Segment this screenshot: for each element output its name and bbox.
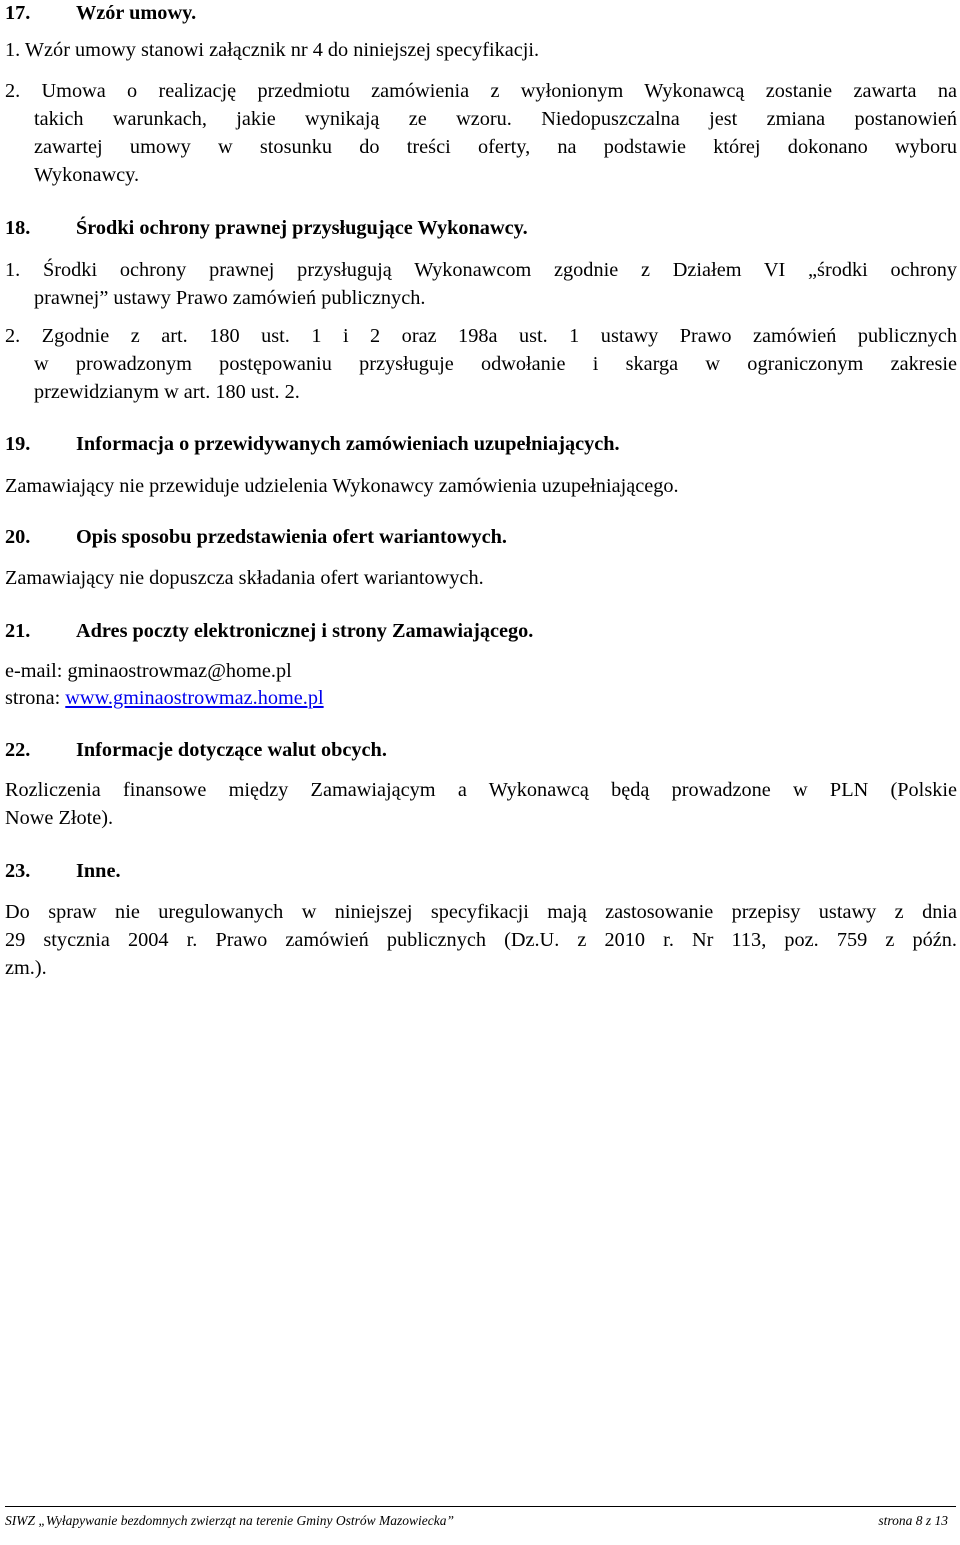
website-line [5, 684, 324, 712]
paragraph-line: przewidzianym w art. 180 ust. 2. [34, 381, 300, 403]
paragraph-line: Do spraw nie uregulowanych w niniejszej specyfikacji mają zastosowanie przepisy ustawy z dnia [5, 901, 957, 923]
paragraph-line: 2. Umowa o realizację przedmiotu zamówienia z wyłonionym Wykonawcą zostanie zawarta na [5, 80, 957, 102]
paragraph-line: Nowe Złote). [5, 807, 114, 829]
paragraph-line: zawartej umowy w stosunku do treści oferty, na podstawie której dokonano wyboru [34, 136, 957, 158]
paragraph-line: 1. Wzór umowy stanowi załącznik nr 4 do niniejszej specyfikacji. [5, 39, 540, 61]
section-number: 17. [5, 2, 31, 24]
footer-divider [5, 1506, 956, 1507]
paragraph-line: w prowadzonym postępowaniu przysługuje odwołanie i skarga w ograniczonym zakresie [34, 353, 957, 375]
paragraph-line: zm.). [5, 957, 47, 979]
email-line: e-mail: gminaostrowmaz@home.pl [5, 660, 292, 682]
section-title: Informacja o przewidywanych zamówieniach uzupełniających. [76, 433, 620, 455]
website-label: strona: [5, 687, 66, 709]
section-title: Adres poczty elektronicznej i strony Zamawiającego. [76, 620, 534, 642]
paragraph-line: 29 stycznia 2004 r. Prawo zamówień publicznych (Dz.U. z 2010 r. Nr 113, poz. 759 z późn. [5, 929, 957, 951]
paragraph-line: Rozliczenia finansowe między Zamawiającym a Wykonawcą będą prowadzone w PLN (Polskie [5, 779, 957, 801]
paragraph-line: Zamawiający nie dopuszcza składania ofert wariantowych. [5, 567, 484, 589]
section-number: 23. [5, 860, 31, 882]
section-number: 21. [5, 620, 31, 642]
paragraph-line: Zamawiający nie przewiduje udzielenia Wykonawcy zamówienia uzupełniającego. [5, 475, 679, 497]
section-title: Opis sposobu przedstawienia ofert wariantowych. [76, 526, 507, 548]
footer-page-number: strona 8 z 13 [878, 1513, 948, 1528]
paragraph-line: 1. Środki ochrony prawnej przysługują Wykonawcom zgodnie z Działem VI „środki ochrony [5, 259, 957, 281]
section-number: 20. [5, 526, 31, 548]
section-title: Środki ochrony prawnej przysługujące Wykonawcy. [76, 217, 528, 239]
paragraph-line: prawnej” ustawy Prawo zamówień publicznych. [34, 287, 426, 309]
section-title: Inne. [76, 860, 121, 882]
section-number: 22. [5, 739, 31, 761]
section-title: Informacje dotyczące walut obcych. [76, 739, 387, 761]
footer-document-title: SIWZ „Wyłapywanie bezdomnych zwierząt na terenie Gminy Ostrów Mazowiecka” [5, 1513, 454, 1528]
section-title: Wzór umowy. [76, 2, 197, 24]
paragraph-line: takich warunkach, jakie wynikają ze wzoru. Niedopuszczalna jest zmiana postanowień [34, 108, 957, 130]
section-number: 19. [5, 433, 31, 455]
section-number: 18. [5, 217, 31, 239]
paragraph-line: 2. Zgodnie z art. 180 ust. 1 i 2 oraz 198a ust. 1 ustawy Prawo zamówień publicznych [5, 325, 957, 347]
website-link[interactable]: www.gminaostrowmaz.home.pl [65, 687, 324, 709]
paragraph-line: Wykonawcy. [34, 164, 140, 186]
